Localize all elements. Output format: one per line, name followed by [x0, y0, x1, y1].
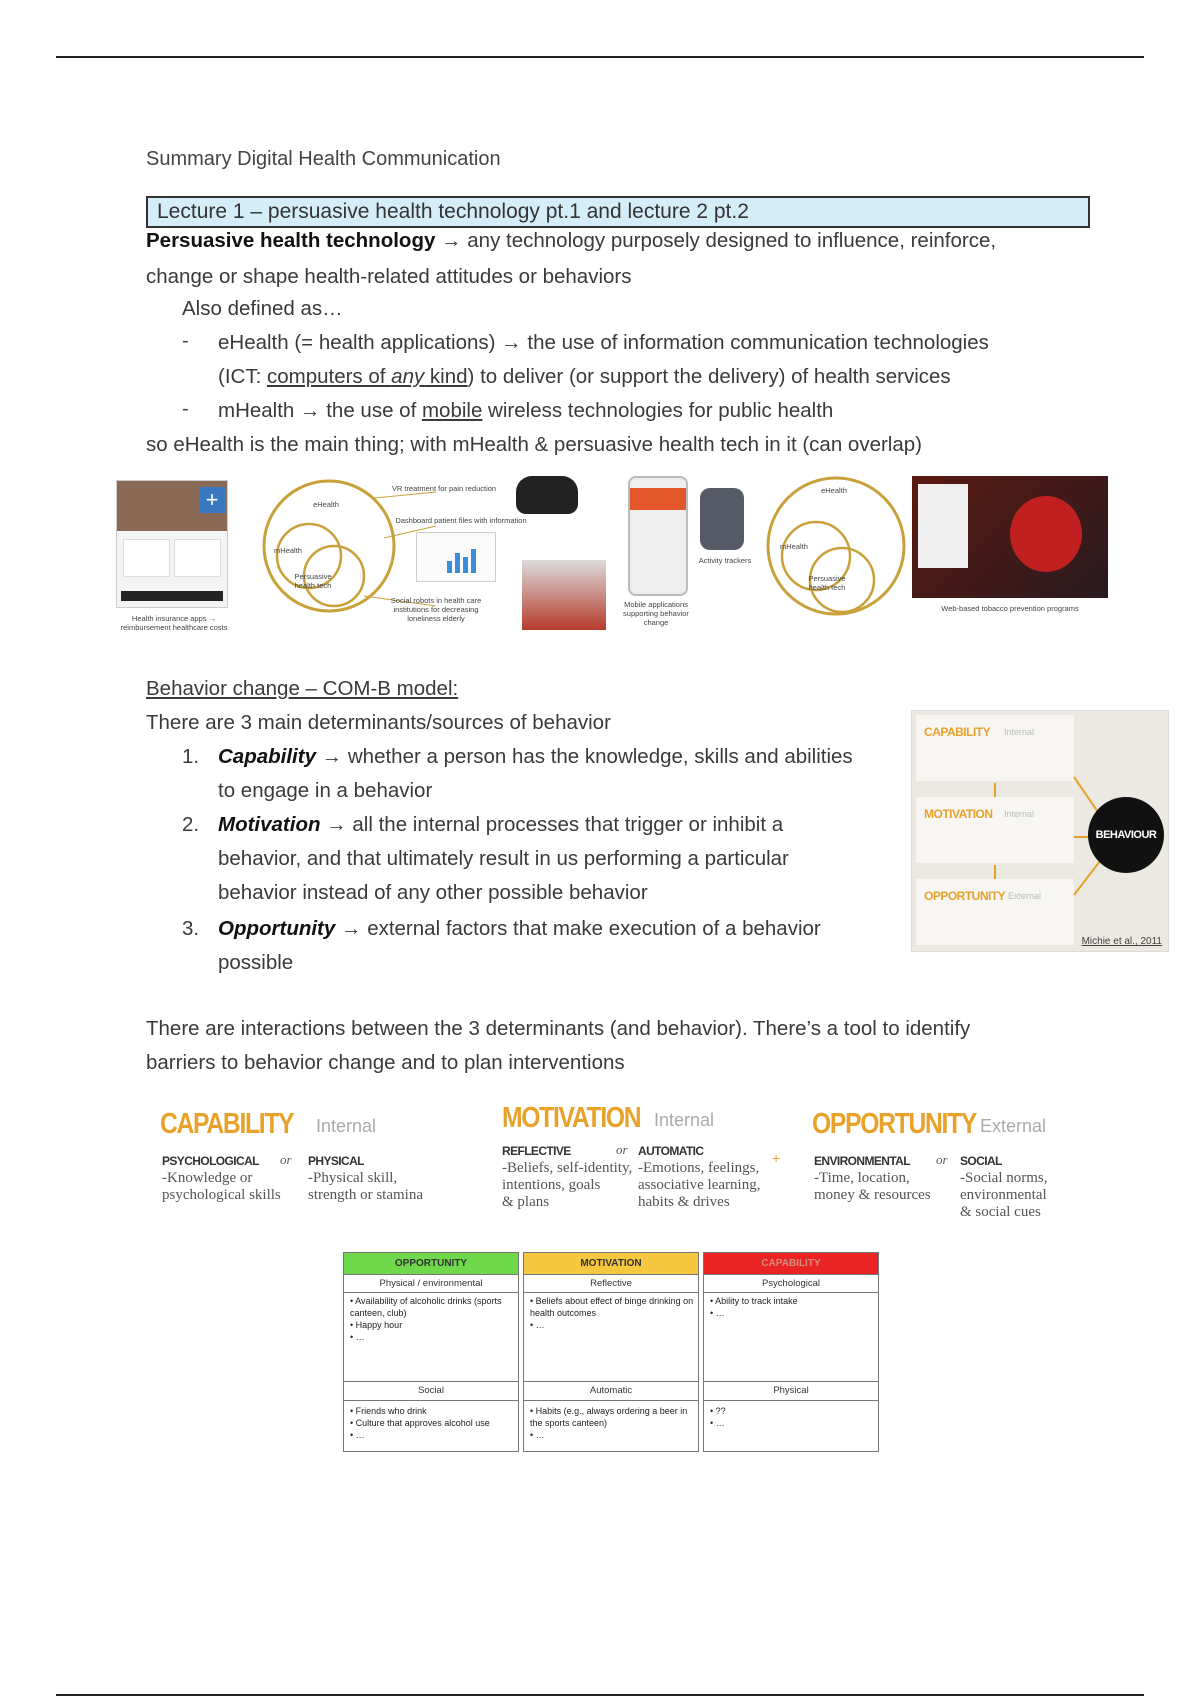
opportunity-line-2: possible — [218, 951, 294, 974]
bullet-dash: - — [182, 330, 189, 352]
mhealth-label: mHealth — [780, 542, 808, 551]
opportunity-col-head: OPPORTUNITY — [344, 1253, 518, 1275]
bottom-rule — [56, 1694, 1144, 1696]
interactions-line-2: barriers to behavior change and to plan interventions — [146, 1051, 625, 1074]
ehealth-definition: eHealth (= health applications) → the use of information communication technologies — [218, 331, 989, 354]
motivation-items1: • Beliefs about effect of binge drinking on health outcomes • … — [524, 1293, 698, 1333]
web-program-screenshot — [912, 476, 1108, 598]
opportunity-sec1: Physical / environmental — [344, 1275, 518, 1293]
capability-items1: • Ability to track intake • … — [704, 1293, 878, 1321]
activity-tracker-image — [700, 488, 744, 550]
robots-caption: Social robots in health care institutions for decreasing loneliness elderly — [390, 596, 482, 623]
ehealth-figure-strip — [116, 476, 1116, 636]
opportunity-label: OPPORTUNITY — [924, 889, 1006, 903]
persuasive-term: Persuasive health technology — [146, 229, 436, 252]
strip-capability-title: CAPABILITY — [160, 1108, 294, 1140]
capability-sec1: Psychological — [704, 1275, 878, 1293]
motivation-column — [523, 1252, 699, 1452]
opportunity-line-1: Opportunity → external factors that make execution of a behavior — [218, 917, 821, 940]
behaviour-circle: BEHAVIOUR — [1088, 797, 1164, 873]
strip-motivation-sub: Internal — [654, 1110, 715, 1130]
psych-text: -Knowledge or psychological skills — [162, 1170, 281, 1203]
capability-items2: • ?? • … — [704, 1403, 878, 1431]
external-label: External — [1008, 891, 1042, 901]
mobile-caption: Mobile applications supporting behavior change — [623, 600, 689, 627]
list-number: 3. — [182, 917, 200, 940]
document-title: Summary Digital Health Communication — [146, 148, 501, 170]
motivation-line-3: behavior instead of any other possible behavior — [218, 881, 648, 904]
vr-caption: VR treatment for pain reduction — [391, 484, 497, 493]
environmental-head: ENVIRONMENTAL — [814, 1154, 910, 1168]
activity-caption: Activity trackers — [698, 556, 752, 565]
social-robot-image — [522, 560, 606, 630]
list-number: 1. — [182, 745, 200, 768]
internal-label: Internal — [1004, 809, 1035, 819]
environmental-text: -Time, location, money & resources — [814, 1170, 931, 1203]
mhealth-label: mHealth — [274, 546, 302, 555]
persuasive-label: Persuasive health tech — [808, 574, 846, 592]
psychological-head: PSYCHOLOGICAL — [162, 1154, 259, 1168]
reflective-head: REFLECTIVE — [502, 1144, 571, 1158]
list-number: 2. — [182, 813, 200, 836]
capability-line-2: to engage in a behavior — [218, 779, 433, 802]
social-text: -Social norms, environmental & social cues — [960, 1170, 1048, 1220]
comb-detail-strip — [146, 1090, 1096, 1230]
physical-head: PHYSICAL — [308, 1154, 364, 1168]
mhealth-definition: mHealth → the use of mobile wireless technologies for public health — [218, 399, 834, 422]
persuasive-definition-line-2: change or shape health-related attitudes or behaviors — [146, 265, 632, 288]
dashboard-image — [416, 532, 496, 582]
strip-opportunity-sub: External — [980, 1116, 1047, 1136]
internal-label: Internal — [1004, 727, 1035, 737]
social-head: SOCIAL — [960, 1154, 1002, 1168]
strip-opportunity-title: OPPORTUNITY — [812, 1108, 977, 1140]
lecture-heading: Lecture 1 – persuasive health technology pt.1 and lecture 2 pt.2 — [146, 196, 1090, 228]
health-insurance-app-screenshot — [116, 480, 228, 608]
capability-line-1: Capability → whether a person has the knowledge, skills and abilities — [218, 745, 853, 768]
capability-col-head: CAPABILITY — [704, 1253, 878, 1275]
opportunity-items1: • Availability of alcoholic drinks (sports canteen, club) • Happy hour • … — [344, 1293, 518, 1345]
mobile-app-image — [628, 476, 688, 596]
so-ehealth-line: so eHealth is the main thing; with mHealth & persuasive health tech in it (can overlap) — [146, 433, 922, 456]
motivation-label: MOTIVATION — [924, 807, 993, 821]
opportunity-column — [343, 1252, 519, 1452]
ehealth-definition-2: (ICT: computers of any kind) to deliver (or support the delivery) of health services — [218, 365, 951, 388]
comb-model-figure — [911, 710, 1169, 952]
plus-sign: + — [772, 1150, 781, 1166]
reflective-text: -Beliefs, self-identity, intentions, goals & plans — [502, 1160, 633, 1210]
motivation-sec2: Automatic — [524, 1381, 698, 1401]
also-defined: Also defined as… — [182, 297, 343, 320]
capability-column — [703, 1252, 879, 1452]
automatic-text: -Emotions, feelings, associative learning, habits & drives — [638, 1160, 761, 1210]
or-text: or — [936, 1152, 948, 1167]
motivation-col-head: MOTIVATION — [524, 1253, 698, 1275]
vr-headset-image — [516, 476, 578, 514]
interactions-line-1: There are interactions between the 3 determinants (and behavior). There’s a tool to identify — [146, 1017, 971, 1040]
opportunity-items2: • Friends who drink • Culture that approves alcohol use • … — [344, 1403, 518, 1443]
comb-heading: Behavior change – COM-B model: — [146, 677, 459, 700]
motivation-line-1: Motivation → all the internal processes that trigger or inhibit a — [218, 813, 784, 836]
or-text: or — [280, 1152, 292, 1167]
plus-icon: + — [199, 487, 225, 513]
ehealth-label: eHealth — [313, 500, 339, 509]
bullet-dash: - — [182, 398, 189, 420]
motivation-items2: • Habits (e.g., always ordering a beer in the sports canteen) • … — [524, 1403, 698, 1443]
capability-label: CAPABILITY — [924, 725, 991, 739]
top-rule — [56, 56, 1144, 58]
opportunity-sec2: Social — [344, 1381, 518, 1401]
reference: Michie et al., 2011 — [1081, 936, 1162, 947]
automatic-head: AUTOMATIC — [638, 1144, 704, 1158]
app-caption: Health insurance apps → reimbursement healthcare costs — [120, 614, 228, 632]
or-text: or — [616, 1142, 628, 1157]
motivation-line-2: behavior, and that ultimately result in us performing a particular — [218, 847, 789, 870]
ehealth-label: eHealth — [821, 486, 847, 495]
persuasive-definition-line-1: Persuasive health technology → any technology purposely designed to influence, reinforce, — [146, 229, 997, 252]
persuasive-label: Persuasive health tech — [294, 572, 332, 590]
web-caption: Web-based tobacco prevention programs — [941, 604, 1079, 613]
strip-motivation-title: MOTIVATION — [502, 1102, 641, 1134]
capability-sec2: Physical — [704, 1381, 878, 1401]
motivation-sec1: Reflective — [524, 1275, 698, 1293]
phys-text: -Physical skill, strength or stamina — [308, 1170, 423, 1203]
strip-capability-sub: Internal — [316, 1116, 377, 1136]
ehealth-venn-2 — [756, 476, 916, 636]
comb-intro: There are 3 main determinants/sources of behavior — [146, 711, 611, 734]
dashboard-caption: Dashboard patient files with information — [395, 516, 527, 525]
